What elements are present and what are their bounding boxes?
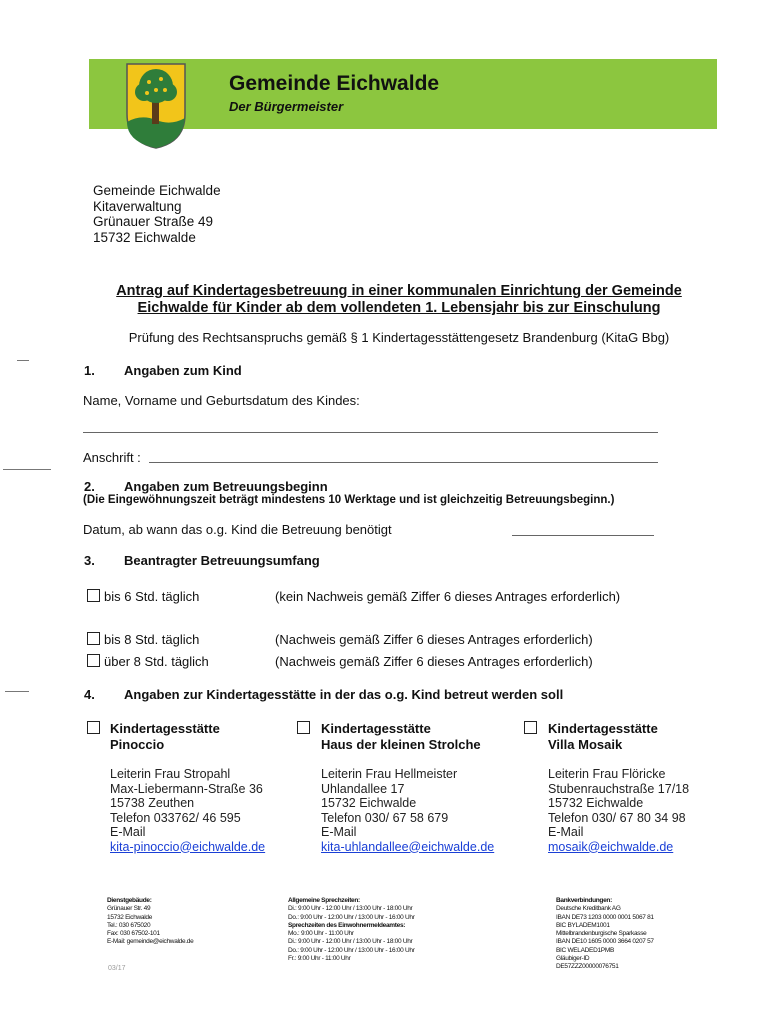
checkbox[interactable] (87, 721, 100, 734)
option-note: (kein Nachweis gemäß Ziffer 6 dieses Antrages erforderlich) (275, 589, 621, 604)
page-code: 03/17 (108, 965, 126, 972)
footer-bank (556, 897, 654, 972)
kita-details (321, 767, 494, 854)
footer-line: Mittelbrandenburgische Sparkasse (556, 930, 647, 938)
footer-line: E-Mail: gemeinde@eichwalde.de (107, 938, 194, 946)
kita-checkbox[interactable] (297, 720, 314, 738)
option-note: (Nachweis gemäß Ziffer 6 dieses Antrages erforderlich) (275, 654, 593, 669)
child-name-label: Name, Vorname und Geburtsdatum des Kindes: (83, 393, 360, 408)
option-label: über 8 Std. täglich (104, 654, 209, 669)
footer-office (107, 897, 193, 947)
kita-type: Kindertagesstätte (548, 721, 658, 736)
address-line: 15732 Eichwalde (93, 229, 196, 245)
footer-heading: Allgemeine Sprechzeiten: (288, 897, 360, 904)
footer-line: Di.: 9:00 Uhr - 12:00 Uhr / 13:00 Uhr - 18:00 Uhr (288, 905, 413, 913)
start-date-field[interactable] (512, 535, 654, 536)
address-line: Kitaverwaltung (93, 198, 182, 214)
section-number: 1. (84, 363, 95, 378)
kita-city: 15732 Eichwalde (548, 796, 644, 810)
kita-email-link[interactable]: kita-uhlandallee@eichwalde.de (321, 839, 495, 854)
kita-city: 15738 Zeuthen (110, 796, 195, 810)
section-number: 4. (84, 687, 95, 702)
page-title: Gemeinde Eichwalde (229, 72, 440, 95)
checkbox[interactable] (524, 721, 537, 734)
option-over-8h[interactable] (87, 654, 209, 669)
kita-type: Kindertagesstätte (321, 721, 431, 736)
address-field[interactable] (149, 462, 658, 463)
footer-line: Di.: 9:00 Uhr - 12:00 Uhr / 13:00 Uhr - 18:00 Uhr (288, 938, 413, 946)
section-title: Angaben zur Kindertagesstätte in der das o.g. Kind betreut werden soll (124, 687, 564, 702)
kita-email-link[interactable]: mosaik@eichwalde.de (548, 839, 674, 854)
section-title: Angaben zum Kind (124, 363, 242, 378)
margin-mark (3, 469, 51, 470)
kita-option-strolche[interactable] (321, 721, 481, 753)
footer-line: Gläubiger-ID (556, 955, 590, 963)
checkbox[interactable] (87, 632, 100, 645)
form-subheading: Prüfung des Rechtsanspruchs gemäß § 1 Kindertagesstättengesetz Brandenburg (KitaG Bbg) (128, 330, 670, 345)
kita-option-pinoccio[interactable] (110, 721, 220, 753)
address-line: Grünauer Straße 49 (93, 214, 214, 229)
footer-line: Fr.: 9:00 Uhr - 11:00 Uhr (288, 955, 351, 963)
checkbox[interactable] (87, 654, 100, 667)
kita-leader: Leiterin Frau Hellmeister (321, 767, 458, 781)
heading-line: Eichwalde für Kinder ab dem vollendeten 1. Lebensjahr bis zur Einschulung (137, 300, 661, 316)
checkbox[interactable] (87, 589, 100, 602)
kita-mail-label: E-Mail (321, 825, 357, 839)
option-label: bis 8 Std. täglich (104, 632, 200, 647)
option-8h[interactable] (87, 632, 199, 647)
kita-name: Haus der kleinen Strolche (321, 737, 481, 752)
kita-mail-label: E-Mail (548, 825, 584, 839)
margin-mark (5, 691, 29, 692)
footer-line: 15732 Eichwalde (107, 913, 153, 921)
kita-checkbox[interactable] (87, 720, 104, 738)
kita-checkbox[interactable] (524, 720, 541, 738)
kita-phone: Telefon 030/ 67 80 34 98 (548, 810, 686, 825)
address-label: Anschrift : (83, 450, 141, 465)
kita-details (110, 767, 265, 854)
footer-line: BIC WELADED1PMB (556, 946, 614, 954)
checkbox[interactable] (297, 721, 310, 734)
footer-line: Grünauer Str. 49 (107, 905, 151, 913)
footer-hours (288, 897, 415, 963)
margin-mark (17, 360, 29, 361)
page-subtitle: Der Bürgermeister (229, 99, 344, 114)
footer-heading: Bankverbindungen: (556, 897, 612, 904)
kita-phone: Telefon 030/ 67 58 679 (321, 810, 449, 825)
footer-line: IBAN DE73 1203 0000 0001 5067 81 (556, 913, 654, 921)
kita-leader: Leiterin Frau Flöricke (548, 767, 666, 781)
section-title: Beantragter Betreuungsumfang (124, 553, 320, 568)
footer-line: Fax: 030 67502-101 (107, 930, 160, 938)
kita-type: Kindertagesstätte (110, 721, 220, 736)
heading-line: Antrag auf Kindertagesbetreuung in einer kommunalen Einrichtung der Gemeinde (116, 283, 682, 299)
section-number: 3. (84, 553, 95, 568)
child-name-field[interactable] (83, 432, 658, 433)
start-date-label: Datum, ab wann das o.g. Kind die Betreuung benötigt (83, 522, 392, 537)
address-line: Gemeinde Eichwalde (93, 183, 221, 198)
footer-line: Do.: 9:00 Uhr - 12:00 Uhr / 13:00 Uhr - 16:00 Uhr (288, 913, 415, 921)
form-heading (84, 283, 714, 317)
kita-name: Villa Mosaik (548, 737, 623, 752)
kita-street: Max-Liebermann-Straße 36 (110, 781, 263, 796)
footer-heading: Sprechzeiten des Einwohnermeldeamtes: (288, 921, 406, 929)
footer-line: BIC BYLADEM1001 (556, 921, 610, 929)
option-note: (Nachweis gemäß Ziffer 6 dieses Antrages erforderlich) (275, 632, 593, 647)
kita-details (548, 767, 689, 854)
coat-of-arms-logo (125, 62, 187, 150)
option-label: bis 6 Std. täglich (104, 589, 200, 604)
kita-street: Uhlandallee 17 (321, 781, 405, 796)
kita-city: 15732 Eichwalde (321, 796, 417, 810)
section-note: (Die Eingewöhnungszeit beträgt mindestens 10 Werktage und ist gleichzeitig Betreuungsbeginn.) (83, 494, 615, 506)
footer-heading: Dienstgebäude: (107, 897, 152, 904)
option-6h[interactable] (87, 589, 199, 604)
footer-line: Deutsche Kreditbank AG (556, 905, 621, 913)
kita-option-mosaik[interactable] (548, 721, 658, 753)
kita-email-link[interactable]: kita-pinoccio@eichwalde.de (110, 839, 266, 854)
footer-line: DE57ZZZ00000076751 (556, 963, 619, 971)
kita-street: Stubenrauchstraße 17/18 (548, 781, 690, 796)
kita-name: Pinoccio (110, 737, 165, 752)
kita-mail-label: E-Mail (110, 825, 146, 839)
footer-line: Do.: 9:00 Uhr - 12:00 Uhr / 13:00 Uhr - 16:00 Uhr (288, 946, 415, 954)
kita-phone: Telefon 033762/ 46 595 (110, 810, 241, 825)
footer-line: Mo.: 9:00 Uhr - 11:00 Uhr (288, 930, 354, 938)
section-title: Angaben zum Betreuungsbeginn (124, 479, 328, 494)
kita-leader: Leiterin Frau Stropahl (110, 767, 231, 781)
recipient-address (93, 183, 221, 245)
section-number: 2. (84, 479, 95, 494)
footer-line: IBAN DE10 1605 0000 3664 0207 57 (556, 938, 654, 946)
footer-line: Tel.: 030 675020 (107, 921, 151, 929)
